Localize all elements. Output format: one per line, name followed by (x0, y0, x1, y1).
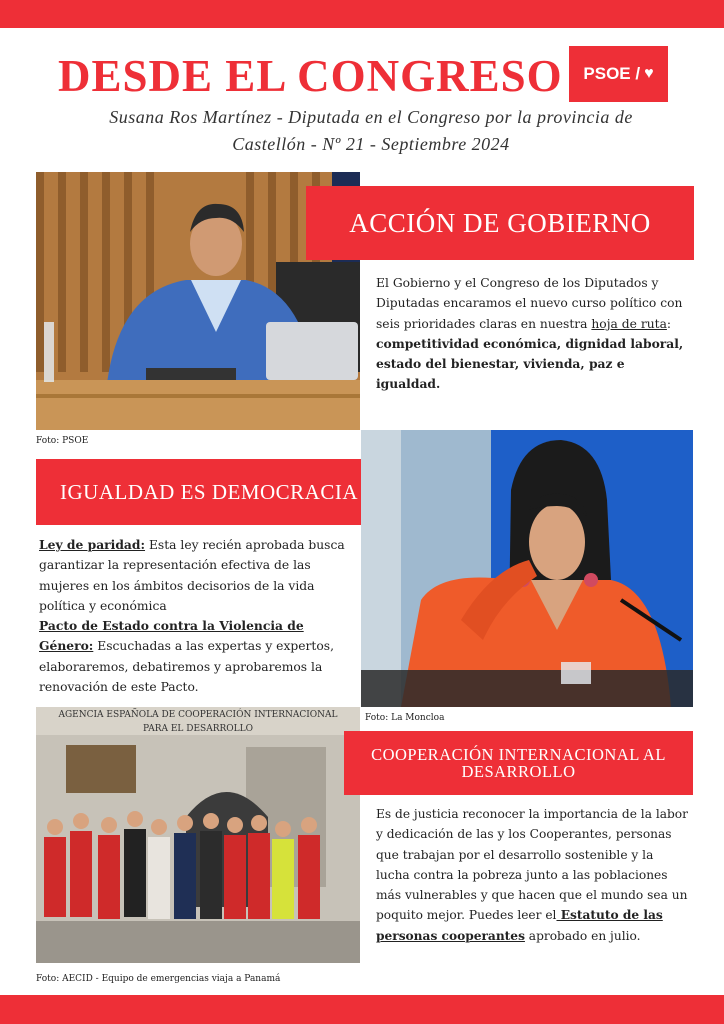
cooperacion-paragraph (376, 804, 688, 946)
pacto-de-estado-label: Pacto de Estado contra la Violencia de Género: (39, 618, 304, 654)
cooperacion-text: Es de justicia reconocer la importancia de la labor y dedicación de las y los Cooperantes, personas que trabajan por el desarrollo sostenible y la lucha contra la pobreza junto a las poblaciones más vulnerables y que hacen que el mundo sea un poquito mejor. Puedes leer el (376, 807, 688, 923)
estatuto-link[interactable]: Estatuto de las personas cooperantes (376, 908, 663, 943)
hoja-de-ruta-link[interactable]: hoja de ruta (591, 316, 667, 331)
photo-caption-moncloa: Foto: La Moncloa (365, 713, 445, 723)
cooperacion-text-after: aprobado en julio. (524, 928, 641, 943)
heart-icon: ♥ (644, 65, 654, 82)
heading-accion-de-gobierno: ACCIÓN DE GOBIERNO (306, 186, 694, 260)
igualdad-paragraph (39, 535, 355, 697)
ley-de-paridad-label: Ley de paridad: (39, 537, 146, 552)
minister-photo-illustration (361, 430, 693, 707)
building-sign-line-2: PARA EL DESARROLLO (143, 724, 253, 734)
accion-text: El Gobierno y el Congreso de los Diputados y Diputadas encaramos el nuevo curso político con seis prioridades claras en nuestra (376, 276, 683, 331)
photo-minister (361, 430, 693, 707)
photo-aecid-team (36, 707, 360, 963)
pacto-de-estado-text: Escuchadas a las expertas y expertos, elaboraremos, debatiremos y aprobaremos la renovación de este Pacto. (39, 639, 334, 695)
accion-priorities: competitividad económica, dignidad laboral, estado del bienestar, vivienda, paz e igualdad. (376, 335, 684, 392)
building-sign-line-1: AGENCIA ESPAÑOLA DE COOPERACIÓN INTERNACIONAL (58, 710, 338, 720)
subtitle-line-1: Susana Ros Martínez - Diputada en el Congreso por la provincia de (109, 107, 633, 127)
newsletter-title: DESDE EL CONGRESO (58, 51, 563, 101)
accion-paragraph (376, 273, 688, 395)
newsletter-subtitle (56, 104, 686, 158)
subtitle-line-2: Castellón - Nº 21 - Septiembre 2024 (232, 134, 510, 154)
ley-de-paridad-text: Esta ley recién aprobada busca garantizar la representación efectiva de las mujeres en los ámbitos decisorios de la vida política y económica (39, 538, 345, 613)
photo-caption-psoe: Foto: PSOE (36, 436, 89, 446)
aecid-team-photo-illustration (36, 707, 360, 963)
top-red-bar (0, 0, 724, 28)
heading-cooperacion-internacional: COOPERACIÓN INTERNACIONAL AL DESARROLLO (344, 731, 693, 795)
bottom-red-bar (0, 995, 724, 1024)
psoe-logo (569, 46, 668, 102)
heading-igualdad-es-democracia: IGUALDAD ES DEMOCRACIA (36, 459, 382, 525)
photo-caption-aecid: Foto: AECID - Equipo de emergencias viaja a Panamá (36, 974, 281, 984)
logo-text: PSOE / (583, 64, 641, 83)
accion-colon: : (666, 316, 672, 331)
